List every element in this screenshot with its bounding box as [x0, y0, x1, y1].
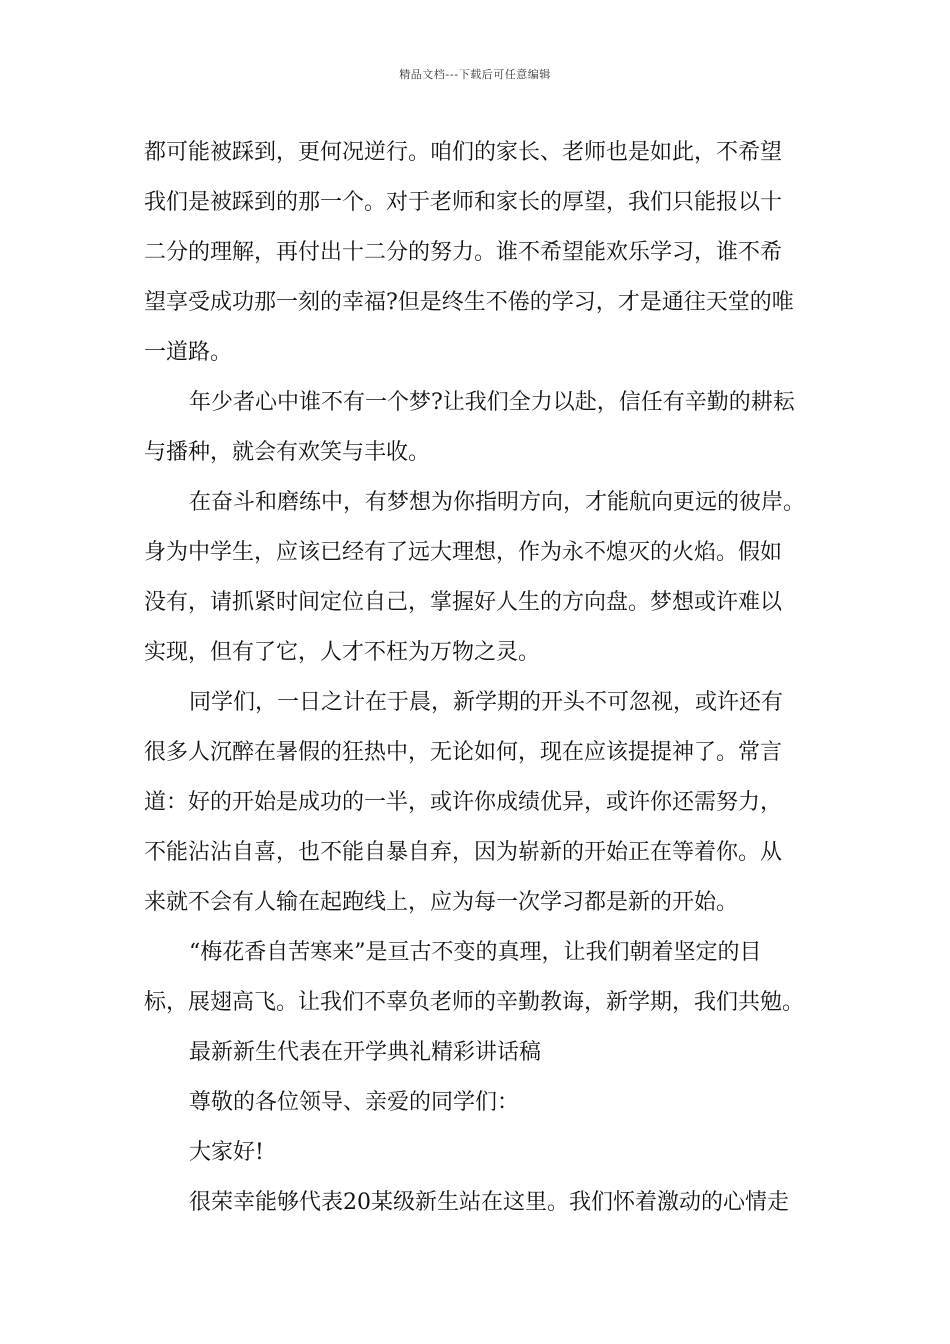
body-line: 来就不会有人输在起跑线上，应为每一次学习都是新的开始。 [144, 890, 739, 915]
greeting: 大家好! [189, 1140, 264, 1165]
section-title: 最新新生代表在开学典礼精彩讲话稿 [189, 1040, 542, 1065]
document-body [144, 128, 809, 1228]
body-line: 不能沾沾自喜，也不能自暴自弃，因为崭新的开始正在等着你。从 [144, 840, 783, 865]
body-line: 实现，但有了它，人才不枉为万物之灵。 [144, 640, 541, 665]
paragraph-start-line: 在奋斗和磨练中，有梦想为你指明方向，才能航向更远的彼岸。 [189, 490, 806, 515]
body-line: 望享受成功那一刻的幸福?但是终生不倦的学习，才是通往天堂的唯 [144, 290, 794, 315]
salutation: 尊敬的各位领导、亲爱的同学们： [189, 1090, 520, 1115]
body-line: 道：好的开始是成功的一半，或许你成绩优异，或许你还需努力， [144, 790, 783, 815]
body-line: 很多人沉醉在暑假的狂热中，无论如何，现在应该提提神了。常言 [144, 740, 783, 765]
body-line: 与播种，就会有欢笑与丰收。 [144, 440, 431, 465]
paragraph-start-line: “梅花香自苦寒来”是亘古不变的真理，让我们朝着坚定的目 [189, 940, 762, 965]
body-line: 身为中学生，应该已经有了远大理想，作为永不熄灭的火焰。假如 [144, 540, 783, 565]
body-line: 二分的理解，再付出十二分的努力。谁不希望能欢乐学习，谁不希 [144, 240, 783, 265]
body-line: 都可能被踩到，更何况逆行。咱们的家长、老师也是如此，不希望 [144, 140, 783, 165]
body-line: 没有，请抓紧时间定位自己，掌握好人生的方向盘。梦想或许难以 [144, 590, 783, 615]
body-line: 我们是被踩到的那一个。对于老师和家长的厚望，我们只能报以十 [144, 190, 783, 215]
paragraph-start-line: 很荣幸能够代表20某级新生站在这里。我们怀着激动的心情走 [189, 1190, 789, 1215]
paragraph-start-line: 同学们，一日之计在于晨，新学期的开头不可忽视，或许还有 [189, 690, 784, 715]
body-line: 一道路。 [144, 340, 233, 365]
page-header: 精品文档---下载后可任意编辑 [399, 68, 551, 81]
paragraph-start-line: 年少者心中谁不有一个梦?让我们全力以赴，信任有辛勤的耕耘 [189, 390, 795, 415]
body-line: 标，展翅高飞。让我们不辜负老师的辛勤教诲，新学期，我们共勉。 [144, 990, 805, 1015]
